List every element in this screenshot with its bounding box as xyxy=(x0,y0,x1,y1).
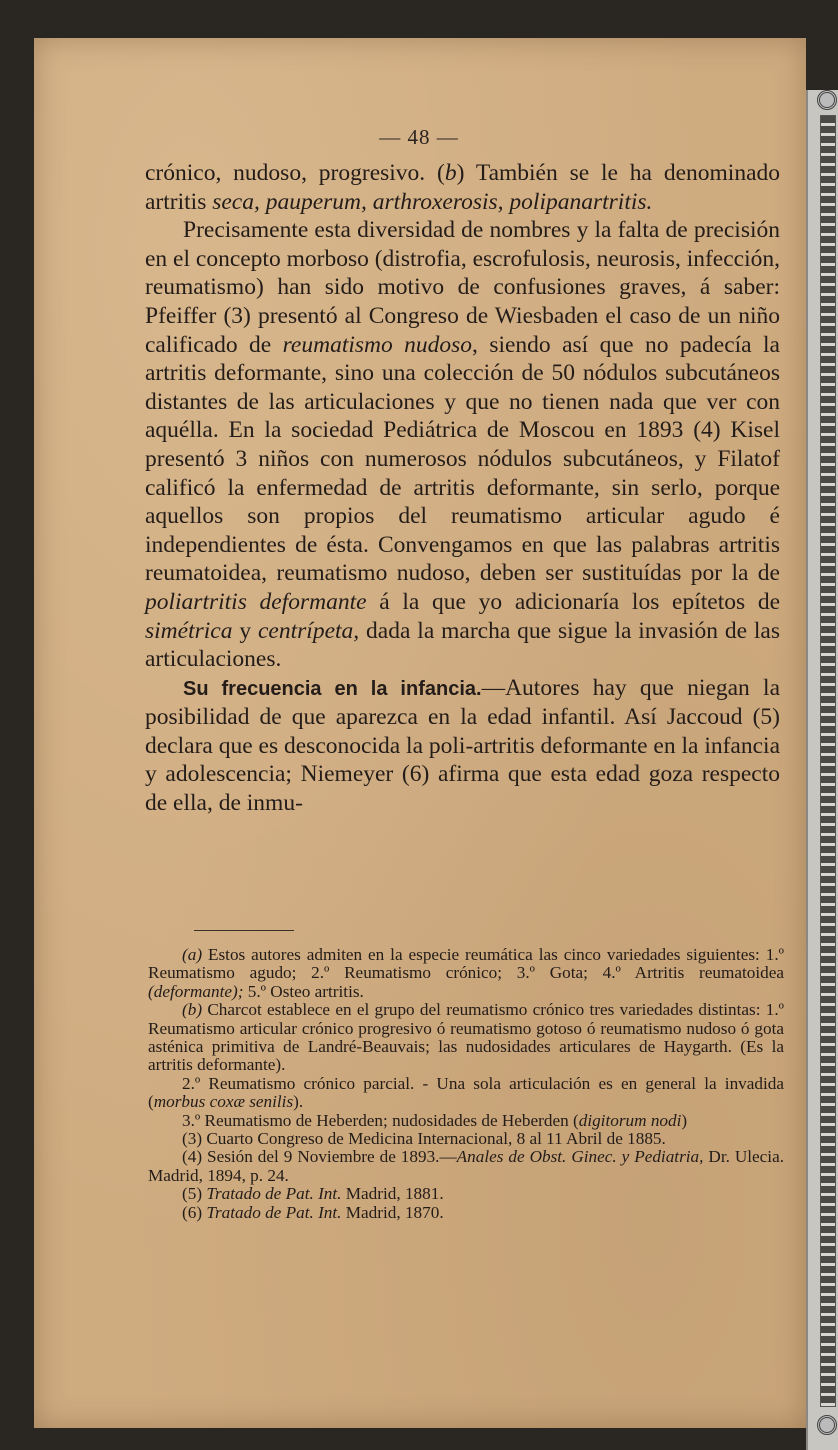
note-mark: (5) xyxy=(182,1184,207,1204)
text-run: ). xyxy=(293,1092,304,1112)
italic-term: digitorum nodi xyxy=(578,1110,682,1130)
note-mark: (a) xyxy=(182,945,203,964)
text-run: 3.º Reumatismo de Heberden; nudosidades de Heberden ( xyxy=(182,1110,579,1130)
text-run: Precisamente esta diversidad de nombres y la falta de precisión en el concepto morboso (distrofia, escrofulosis, neurosis, infección, reumatismo) han sido motivo de confusiones graves, á saber: Pfeiffer (3) presentó al Congreso de Wiesbaden el caso de un niño calificado de xyxy=(145,217,780,358)
paragraph-3 xyxy=(145,674,780,818)
main-text xyxy=(145,159,780,818)
italic-term: (deformante); xyxy=(148,981,244,1001)
italic-term: Tratado de Pat. Int. xyxy=(206,1202,342,1222)
note-mark: (6) xyxy=(182,1202,207,1222)
footnote-4 xyxy=(148,1148,784,1185)
footnote-3 xyxy=(148,1130,784,1148)
ornament-icon xyxy=(817,90,837,110)
footnote-b2 xyxy=(148,1075,784,1112)
text-run: (4) Sesión del 9 Noviembre de 1893.— xyxy=(182,1147,457,1167)
binding-strip xyxy=(806,90,838,1450)
paragraph-1 xyxy=(145,159,780,216)
italic-term: poliartritis deformante xyxy=(145,588,367,615)
italic-term: reumatismo nudoso xyxy=(282,331,473,358)
text-run: y xyxy=(232,617,258,644)
text-run: 2.º Reumatismo crónico parcial. - Una sola articulación es en general la invadida ( xyxy=(148,1073,784,1112)
note-mark: (b) xyxy=(182,1000,203,1020)
text-run: Madrid, 1870. xyxy=(341,1202,444,1222)
italic-term: centrípeta, xyxy=(258,617,360,644)
ornament-icon xyxy=(817,1415,837,1435)
page-number: — 48 — xyxy=(379,125,459,149)
italic-term: simétrica xyxy=(145,617,233,644)
text-run: ) También se le ha denominado artritis xyxy=(145,160,780,215)
note-mark: b xyxy=(444,160,457,186)
text-run: dada la marcha que sigue la invasión de las articulaciones. xyxy=(145,617,781,673)
footnotes xyxy=(148,946,784,1222)
italic-term: Anales de Obst. Ginec. y Pediatria, xyxy=(456,1147,704,1167)
text-run: (3) Cuarto Congreso de Medicina Internacional, 8 al 11 Abril de 1885. xyxy=(182,1129,666,1149)
footnote-rule xyxy=(194,930,294,931)
text-run: Dr. Ulecia. Madrid, 1894, p. 24. xyxy=(148,1147,784,1185)
text-run: 5.º Osteo artritis. xyxy=(243,981,364,1001)
footnote-5 xyxy=(148,1185,784,1203)
italic-term: Tratado de Pat. Int. xyxy=(206,1184,342,1204)
footnote-a xyxy=(148,946,784,1001)
paragraph-2 xyxy=(145,216,780,674)
text-run: —Autores hay que niegan la posibilidad de que aparezca en la edad infantil. Así Jaccoud (5) declara que es desconocida la poli-artritis deformante en la infancia y adolescencia; Niemeyer (6) afirma que esta edad goza respecto de ella, de inmu- xyxy=(145,674,780,817)
text-run: Charcot establece en el grupo del reumatismo crónico tres variedades distintas: 1.º Reumatismo articular crónico progresivo ó reumatismo gotoso ó reumatismo nudoso ó gota asténica primitiva de Landré-Beauvais; las nudosidades articulares de Haygarth. (Es la artritis deformante). xyxy=(148,1000,784,1075)
text-run: Estos autores admiten en la especie reumática las cinco variedades siguientes: 1.º Reumatismo agudo; 2.º Reumatismo crónico; 3.º Gota; 4.º Artritis reumatoidea xyxy=(148,945,784,983)
footnote-b xyxy=(148,1001,784,1075)
text-run: , siendo así que no padecía la artritis deformante, sino una colección de 50 nódulos subcutáneos distantes de las articulaciones y que no tienen nada que ver con aquélla. En la sociedad Pediátrica de Moscou en 1893 (4) Kisel presentó 3 niños con numerosos nódulos subcutáneos, y Filatof calificó la enfermedad de artritis deformante, sin serlo, porque aquellos son propios del reumatismo articular agudo é independientes de ésta. Convengamos en que las palabras artritis reumatoidea, reumatismo nudoso, deben ser sustituídas por la de xyxy=(145,331,780,587)
italic-term: morbus coxæ senilis xyxy=(153,1092,294,1112)
text-run: ) xyxy=(681,1110,688,1130)
footnote-b3 xyxy=(148,1112,784,1130)
italic-terms: seca, pauperum, arthroxerosis, polipanartritis. xyxy=(212,188,653,215)
text-run: Madrid, 1881. xyxy=(341,1184,444,1204)
footnote-6 xyxy=(148,1204,784,1222)
text-run: crónico, nudoso, progresivo. ( xyxy=(145,160,445,186)
text-run: á la que yo adicionaría los epítetos de xyxy=(366,588,780,615)
section-heading: Su frecuencia en la infancia. xyxy=(183,677,482,700)
decorative-border xyxy=(820,115,836,1407)
